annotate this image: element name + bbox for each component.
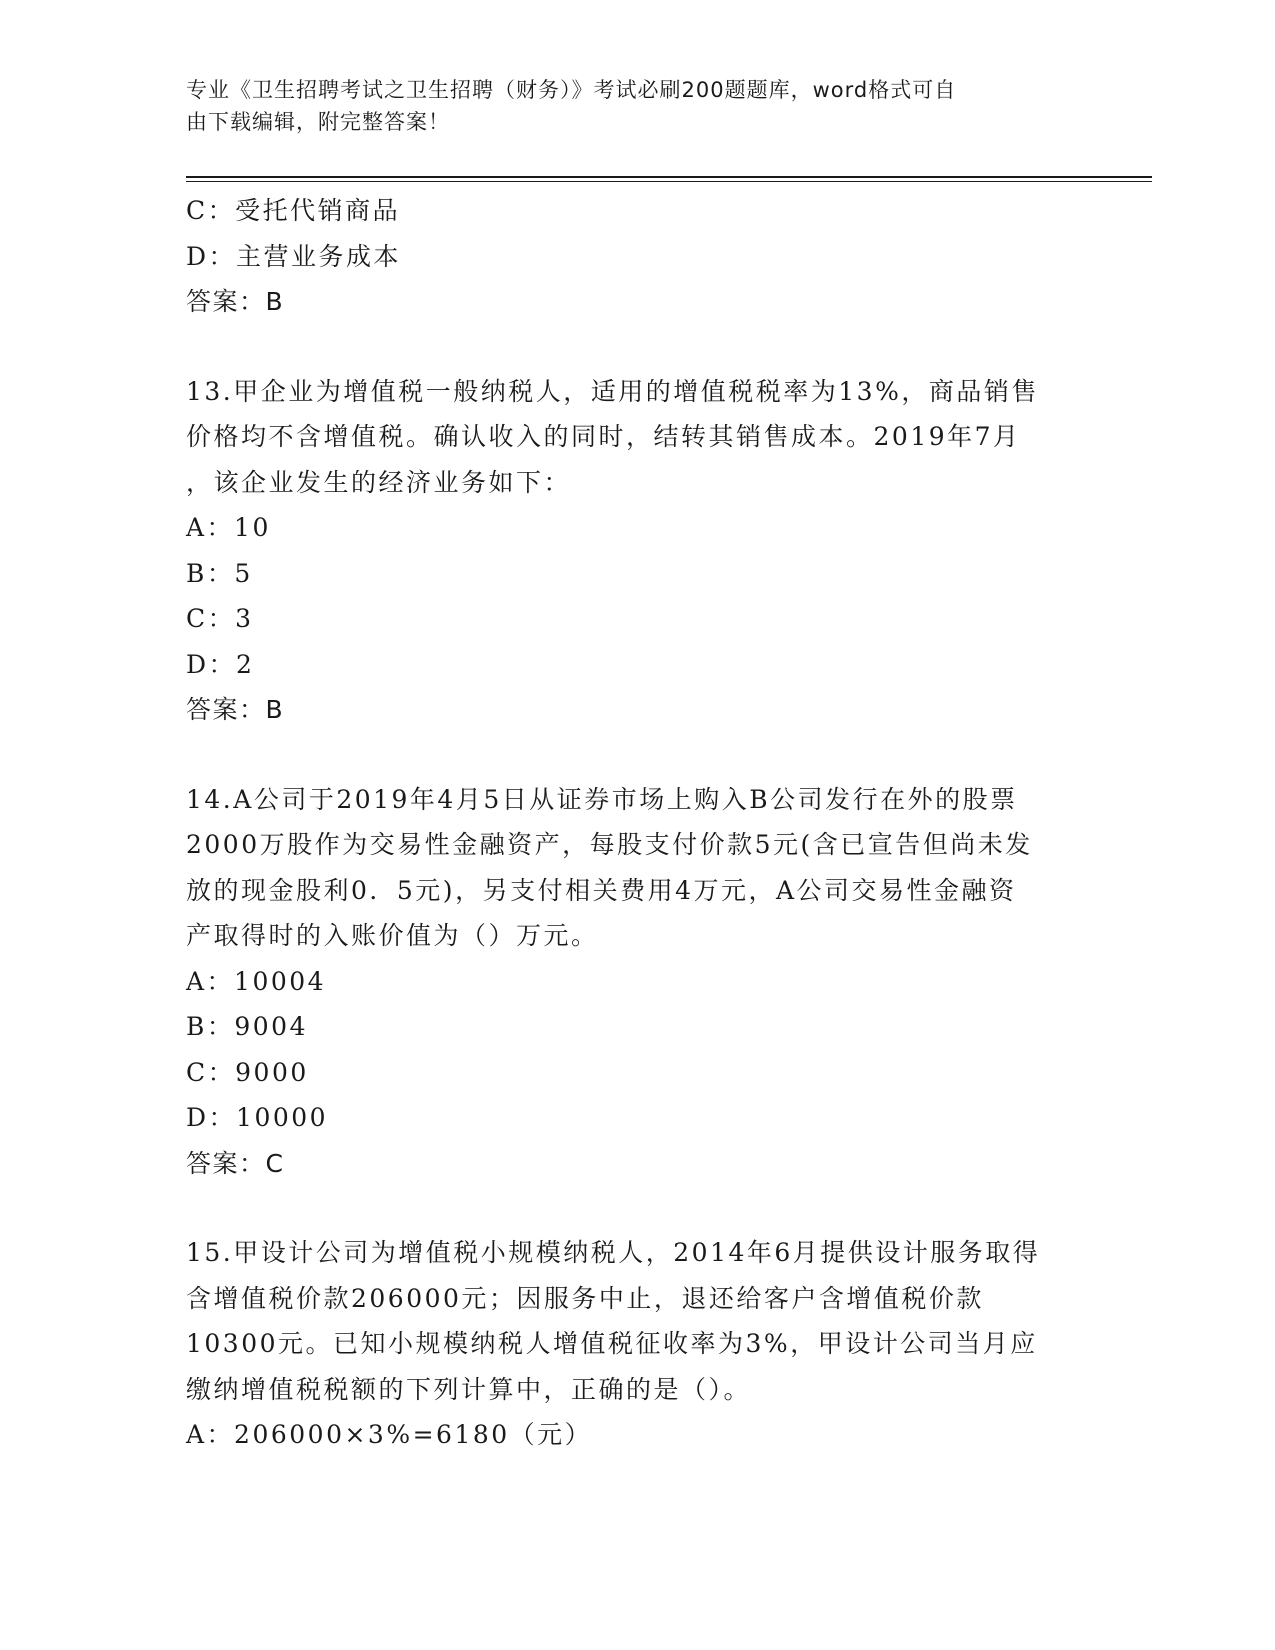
q14-option-c: C：9000 bbox=[186, 1057, 309, 1087]
header-line-2: 由下载编辑，附完整答案！ bbox=[186, 110, 450, 134]
question-14 bbox=[186, 777, 1086, 1187]
q14-stem-line: 14.A公司于2019年4月5日从证券市场上购入B公司发行在外的股票 bbox=[186, 784, 1018, 814]
q13-stem-line: 价格均不含增值税。确认收入的同时，结转其销售成本。2019年7月 bbox=[186, 422, 1021, 451]
q13-answer: 答案：B bbox=[186, 695, 285, 724]
q14-option-d: D：10000 bbox=[186, 1103, 329, 1132]
question-13 bbox=[186, 369, 1086, 733]
spacer bbox=[186, 1186, 1086, 1230]
q14-stem-line: 2000万股作为交易性金融资产，每股支付价款5元(含已宣告但尚未发 bbox=[186, 830, 1033, 859]
header-divider-thin bbox=[186, 181, 1152, 182]
q13-option-c: C：3 bbox=[186, 604, 254, 633]
question-12 bbox=[186, 188, 1086, 325]
q13-option-b: B：5 bbox=[186, 558, 253, 588]
q14-stem-line: 放的现金股利0．5元)，另支付相关费用4万元，A公司交易性金融资 bbox=[186, 875, 1017, 905]
q12-answer: 答案：B bbox=[186, 287, 285, 316]
q13-option-a: A：10 bbox=[186, 513, 271, 542]
q13-stem-line: ，该企业发生的经济业务如下： bbox=[186, 467, 572, 497]
spacer bbox=[186, 733, 1086, 777]
q12-option-d: D：主营业务成本 bbox=[186, 241, 402, 271]
q15-stem-line: 缴纳增值税税额的下列计算中，正确的是（）。 bbox=[186, 1374, 752, 1404]
q15-stem-line: 含增值税价款206000元；因服务中止，退还给客户含增值税价款 bbox=[186, 1283, 984, 1313]
q14-option-a: A：10004 bbox=[186, 966, 327, 996]
q12-option-c: C：受托代销商品 bbox=[186, 196, 401, 225]
q13-stem-line: 13.甲企业为增值税一般纳税人，适用的增值税税率为13%，商品销售 bbox=[186, 376, 1039, 406]
question-15 bbox=[186, 1230, 1086, 1458]
q13-option-d: D：2 bbox=[186, 649, 255, 679]
q15-stem-line: 15.甲设计公司为增值税小规模纳税人，2014年6月提供设计服务取得 bbox=[186, 1238, 1041, 1267]
question-content bbox=[186, 188, 1086, 1458]
q14-stem-line: 产取得时的入账价值为（）万元。 bbox=[186, 921, 599, 950]
header-divider-thick bbox=[186, 176, 1152, 178]
header-line-1: 专业《卫生招聘考试之卫生招聘（财务）》考试必刷200题题库，word格式可自 bbox=[186, 78, 957, 102]
spacer bbox=[186, 325, 1086, 369]
document-header bbox=[186, 74, 1066, 138]
q14-option-b: B：9004 bbox=[186, 1012, 308, 1041]
q14-answer: 答案：C bbox=[186, 1148, 285, 1178]
q15-stem-line: 10300元。已知小规模纳税人增值税征收率为3%，甲设计公司当月应 bbox=[186, 1329, 1038, 1358]
q15-option-a: A：206000×3%=6180（元） bbox=[186, 1420, 593, 1449]
